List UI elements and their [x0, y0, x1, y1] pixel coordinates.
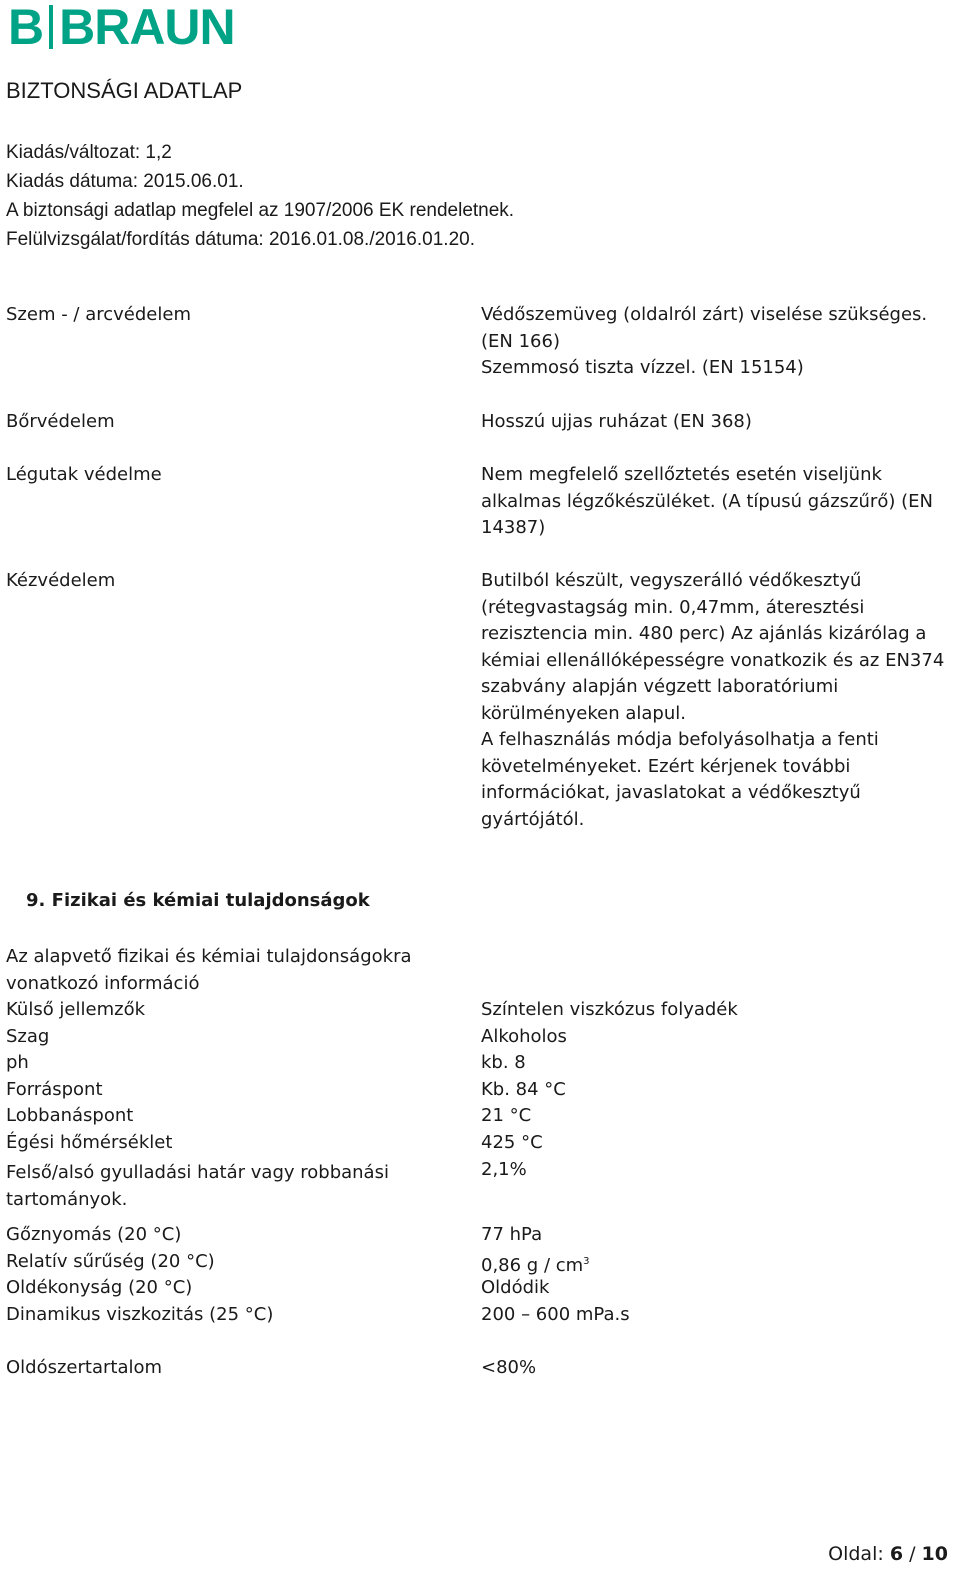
logo-divider [49, 5, 53, 49]
total-pages: 10 [921, 1543, 948, 1565]
section-number: 9. [26, 890, 46, 911]
section-title-text: Fizikai és kémiai tulajdonságok [51, 890, 370, 911]
protection-label: Légutak védelme [6, 464, 162, 485]
protection-label: Bőrvédelem [6, 411, 115, 432]
property-value: 77 hPa [481, 1224, 543, 1245]
intro-line: Az alapvető fizikai és kémiai tulajdonságokra [6, 946, 412, 967]
value-line: (EN 166) [481, 330, 560, 352]
value-line: gyártójától. [481, 808, 585, 830]
value-line: alkalmas légzőkészüléket. (A típusú gázszűrő) (EN [481, 490, 933, 512]
value-line: Nem megfelelő szellőztetés esetén viseljünk [481, 464, 882, 485]
page-number [828, 1543, 948, 1565]
meta-version: Kiadás/változat: 1,2 [6, 142, 172, 163]
property-label: Égési hőmérséklet [6, 1132, 173, 1153]
meta-revision-date: Felülvizsgálat/fordítás dátuma: 2016.01.08./2016.01.20. [6, 229, 475, 250]
value-line: 14387) [481, 517, 546, 538]
property-label: Külső jellemzők [6, 999, 145, 1020]
property-value: 200 – 600 mPa.s [481, 1304, 630, 1325]
current-page: 6 [889, 1543, 904, 1565]
property-value: <80% [481, 1357, 537, 1378]
document-title: BIZTONSÁGI ADATLAP [6, 78, 243, 103]
property-label: ph [6, 1052, 29, 1073]
protection-value [481, 409, 946, 436]
protection-label: Kézvédelem [6, 570, 116, 591]
meta-regulation: A biztonsági adatlap megfelel az 1907/2006 EK rendeletnek. [6, 200, 515, 221]
value-line: Butilból készült, vegyszerálló védőkesztyű [481, 570, 862, 591]
property-label: Lobbanáspont [6, 1105, 134, 1126]
document-meta [6, 138, 514, 254]
page-label: Oldal: [828, 1543, 884, 1565]
protection-value [481, 462, 946, 542]
property-label-line: tartományok. [6, 1188, 128, 1210]
value-line: rezisztencia min. 480 perc) Az ajánlás kizárólag a [481, 623, 927, 644]
value-line: szabvány alapján végzett laboratóriumi [481, 676, 839, 697]
property-label [6, 1160, 389, 1213]
property-label: Oldószertartalom [6, 1357, 163, 1378]
page-separator: / [909, 1543, 916, 1565]
property-value: Kb. 84 °C [481, 1079, 566, 1100]
value-line: információkat, javaslatokat a védőkesztyű [481, 782, 861, 803]
logo-letter: B [8, 0, 44, 55]
property-label: Dinamikus viszkozitás (25 °C) [6, 1304, 274, 1325]
density-exponent: 3 [583, 1256, 590, 1267]
protection-value [481, 302, 946, 382]
property-label: Relatív sűrűség (20 °C) [6, 1251, 215, 1272]
value-line: Szemmosó tiszta vízzel. (EN 15154) [481, 357, 804, 378]
property-value: 425 °C [481, 1132, 543, 1153]
property-label: Gőznyomás (20 °C) [6, 1224, 182, 1245]
value-line: Hosszú ujjas ruházat (EN 368) [481, 411, 752, 432]
property-value: 21 °C [481, 1105, 532, 1126]
section-9-title [26, 890, 370, 911]
value-line: (rétegvastagság min. 0,47mm, áteresztési [481, 596, 865, 618]
property-value: 2,1% [481, 1159, 527, 1180]
value-line: körülményeken alapul. [481, 702, 686, 724]
value-line: Védőszemüveg (oldalról zárt) viselése szükséges. [481, 304, 928, 325]
property-value: Oldódik [481, 1277, 550, 1298]
density-value: 0,86 g / cm [481, 1255, 584, 1276]
logo-text: BRAUN [59, 0, 235, 55]
property-value: kb. 8 [481, 1052, 526, 1073]
value-line: A felhasználás módja befolyásolhatja a fenti [481, 729, 879, 750]
property-value: Alkoholos [481, 1026, 567, 1047]
section-9-intro [6, 944, 446, 997]
intro-line: vonatkozó információ [6, 972, 200, 994]
value-line: követelményeket. Ezért kérjenek további [481, 755, 851, 777]
meta-issue-date: Kiadás dátuma: 2015.06.01. [6, 171, 244, 192]
protection-value [481, 568, 946, 833]
property-value: Színtelen viszkózus folyadék [481, 999, 738, 1020]
property-label: Oldékonyság (20 °C) [6, 1277, 193, 1298]
property-label-line: Felső/alsó gyulladási határ vagy robbanási [6, 1162, 389, 1183]
property-label: Szag [6, 1026, 50, 1047]
braun-logo [8, 0, 235, 55]
protection-label: Szem - / arcvédelem [6, 304, 191, 325]
value-line: kémiai ellenállóképességre vonatkozik és az EN374 [481, 649, 945, 671]
property-label: Forráspont [6, 1079, 103, 1100]
